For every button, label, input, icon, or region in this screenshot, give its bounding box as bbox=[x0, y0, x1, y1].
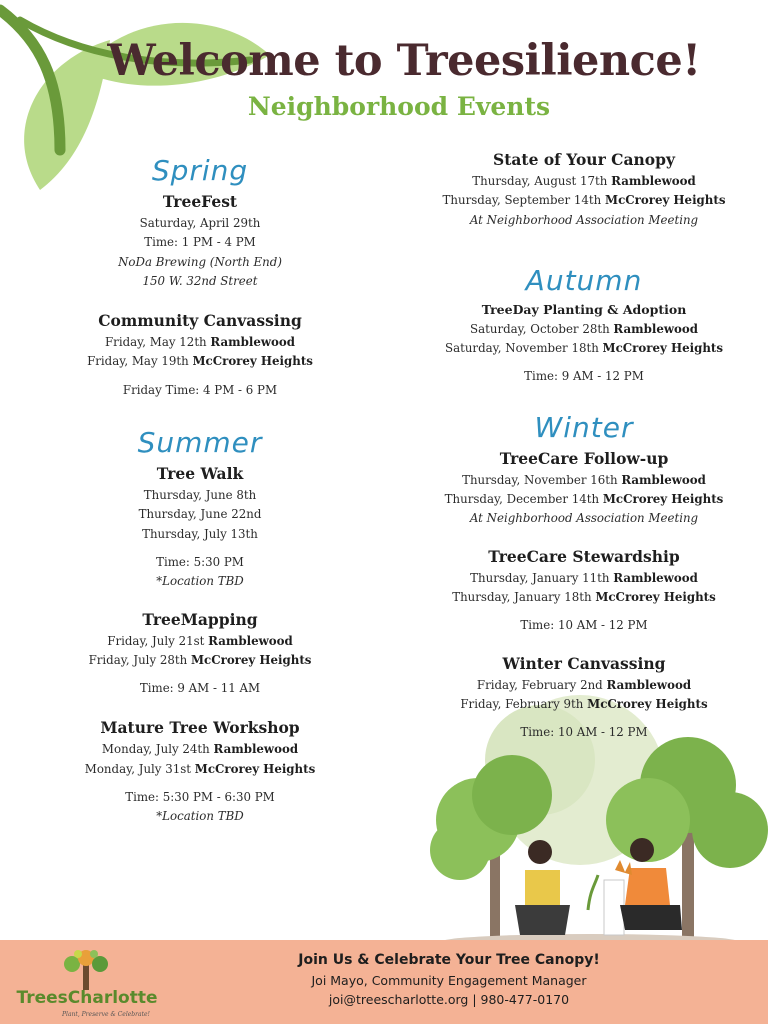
event-title: TreeCare Follow-up bbox=[499, 448, 669, 468]
event-title: TreeDay Planting & Adoption bbox=[481, 301, 687, 317]
event-time: Time: 10 AM - 12 PM bbox=[520, 618, 648, 633]
left-column bbox=[60, 150, 340, 827]
event-treemapping bbox=[60, 610, 340, 699]
event-date-line: Friday, July 28th McCrorey Heights bbox=[88, 652, 312, 667]
event-title: TreeMapping bbox=[142, 609, 258, 629]
event-title: Mature Tree Workshop bbox=[100, 718, 300, 738]
event-treefest bbox=[60, 192, 340, 291]
event-treecare-followup bbox=[436, 449, 732, 529]
event-date-line: Friday, February 2nd Ramblewood bbox=[476, 677, 692, 692]
event-date: Saturday, April 29th bbox=[139, 216, 261, 230]
contact-block bbox=[170, 952, 728, 1011]
event-date: Thursday, June 22nd bbox=[138, 507, 262, 522]
event-date-line: Thursday, August 17th Ramblewood bbox=[472, 174, 696, 188]
event-title: TreeCare Stewardship bbox=[488, 546, 680, 566]
event-mature-tree-workshop bbox=[60, 718, 340, 826]
event-date-line: Thursday, January 18th McCrorey Heights bbox=[452, 589, 716, 604]
event-date-line: Friday, July 21st Ramblewood bbox=[107, 633, 293, 648]
season-heading-autumn: Autumn bbox=[525, 263, 643, 297]
event-tree-walk bbox=[60, 464, 340, 591]
event-time: Friday Time: 4 PM - 6 PM bbox=[122, 382, 278, 397]
event-time: Time: 5:30 PM - 6:30 PM bbox=[125, 790, 275, 805]
event-title: State of Your Canopy bbox=[493, 150, 675, 169]
event-address: 150 W. 32nd Street bbox=[142, 273, 258, 288]
event-date-line: Thursday, November 16th Ramblewood bbox=[462, 472, 706, 487]
event-treecare-stewardship bbox=[436, 547, 732, 636]
event-date-line: Friday, May 19th McCrorey Heights bbox=[87, 354, 313, 369]
contact-info: joi@treescharlotte.org | 980-477-0170 bbox=[328, 992, 570, 1007]
event-time: Time: 9 AM - 12 PM bbox=[524, 369, 644, 384]
event-date-line: Friday, May 12th Ramblewood bbox=[105, 335, 295, 350]
season-heading-spring: Spring bbox=[151, 154, 249, 187]
event-date-line: Thursday, December 14th McCrorey Heights bbox=[444, 492, 724, 507]
event-time: Time: 9 AM - 11 AM bbox=[139, 681, 261, 696]
event-title: TreeFest bbox=[162, 192, 238, 211]
event-note: *Location TBD bbox=[156, 574, 244, 589]
logo-tagline: Plant, Preserve & Celebrate! bbox=[62, 1011, 150, 1018]
event-date-line: Monday, July 24th Ramblewood bbox=[101, 742, 299, 757]
event-time: Time: 5:30 PM bbox=[156, 554, 244, 569]
event-treeday bbox=[436, 302, 732, 387]
event-note: *Location TBD bbox=[156, 809, 244, 824]
event-date: Thursday, July 13th bbox=[142, 526, 258, 541]
page-header bbox=[0, 36, 768, 121]
logo-wordmark: TreesCharlotte bbox=[16, 988, 158, 1008]
event-winter-canvassing bbox=[436, 654, 732, 743]
event-time: Time: 10 AM - 12 PM bbox=[520, 725, 648, 740]
event-community-canvassing bbox=[60, 311, 340, 400]
event-note: At Neighborhood Association Meeting bbox=[469, 212, 699, 227]
event-date-line: Saturday, November 18th McCrorey Heights bbox=[444, 341, 723, 356]
event-date-line: Monday, July 31st McCrorey Heights bbox=[84, 761, 316, 776]
event-note: At Neighborhood Association Meeting bbox=[469, 511, 699, 526]
event-title: Tree Walk bbox=[156, 464, 244, 484]
call-to-action: Join Us & Celebrate Your Tree Canopy! bbox=[298, 952, 600, 968]
event-title: Winter Canvassing bbox=[502, 653, 666, 673]
season-heading-winter: Winter bbox=[534, 410, 634, 444]
event-date-line: Thursday, January 11th Ramblewood bbox=[470, 570, 698, 585]
event-time: Time: 1 PM - 4 PM bbox=[144, 235, 256, 250]
event-date-line: Friday, February 9th McCrorey Heights bbox=[460, 696, 708, 711]
footer-banner bbox=[0, 940, 768, 1024]
page-subtitle: Neighborhood Events bbox=[247, 92, 551, 121]
treescharlotte-logo bbox=[12, 950, 162, 1020]
right-column bbox=[436, 150, 732, 742]
contact-name: Joi Mayo, Community Engagement Manager bbox=[311, 973, 587, 988]
event-venue: NoDa Brewing (North End) bbox=[118, 254, 282, 269]
season-heading-summer: Summer bbox=[137, 426, 263, 460]
event-state-of-canopy bbox=[436, 150, 732, 230]
event-date-line: Thursday, September 14th McCrorey Heights bbox=[442, 193, 726, 208]
event-title: Community Canvassing bbox=[98, 311, 302, 331]
tree-logo-icon bbox=[12, 950, 162, 990]
page-title: Welcome to Treesilience! bbox=[107, 36, 701, 86]
event-date: Thursday, June 8th bbox=[143, 488, 257, 503]
event-date-line: Saturday, October 28th Ramblewood bbox=[470, 321, 698, 336]
